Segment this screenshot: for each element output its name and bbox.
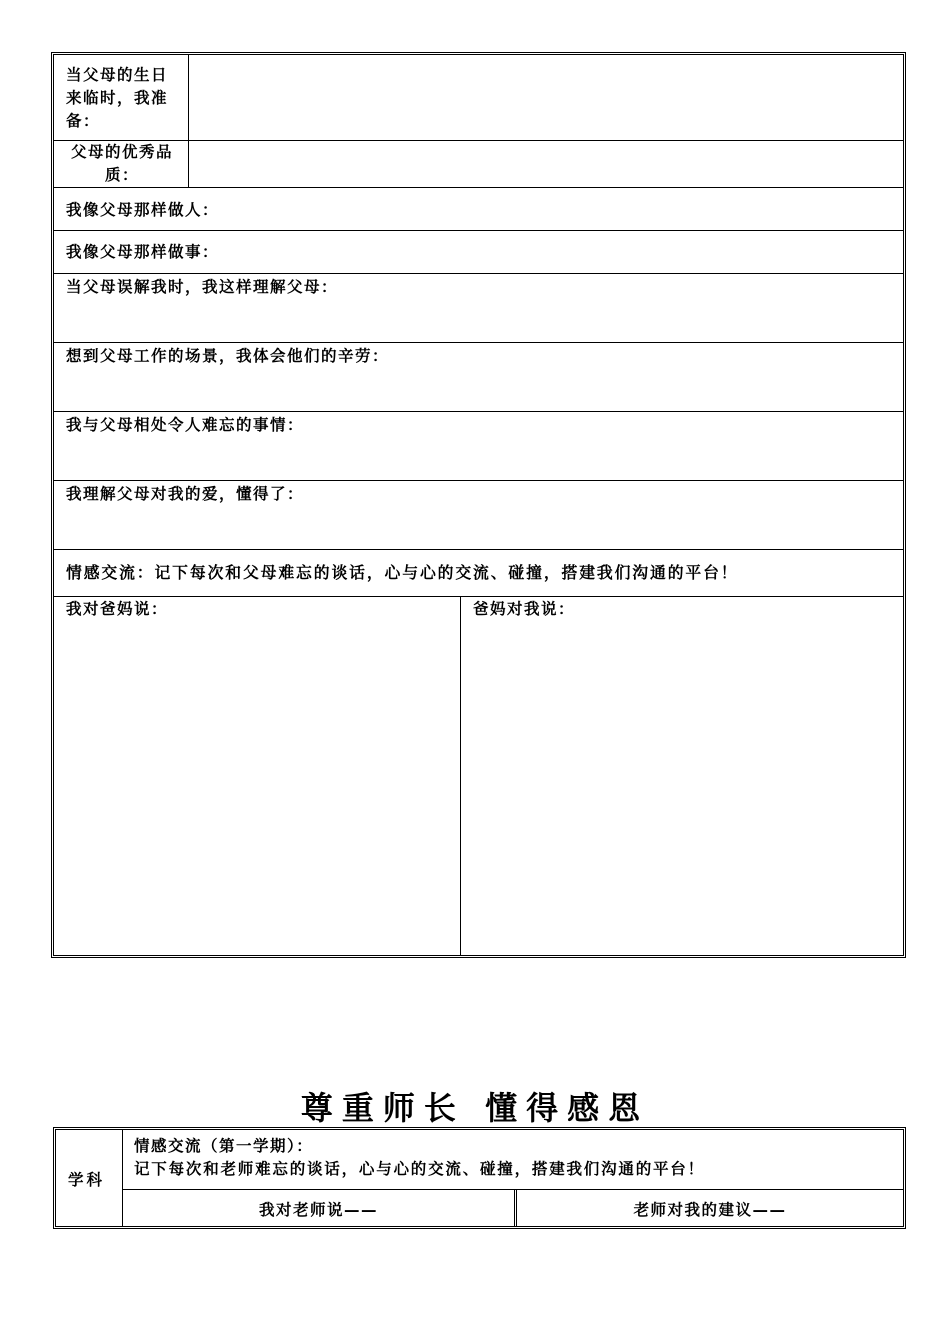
exchange-text: 记下每次和老师难忘的谈话，心与心的交流、碰撞，搭建我们沟通的平台！ (134, 1160, 705, 1178)
exchange-title: 情感交流（第一学期）： (134, 1137, 314, 1155)
parents-to-me-cell[interactable] (461, 597, 903, 955)
misunderstand-label: 当父母误解我时，我这样理解父母： (66, 278, 339, 296)
me-to-teacher-label: 我对老师说—— (258, 1201, 378, 1219)
subject-label: 学科 (68, 1171, 106, 1189)
exchange-cell (123, 1130, 903, 1190)
memorable-row[interactable] (54, 412, 903, 481)
do-things-row[interactable] (54, 231, 903, 274)
me-to-teacher-cell[interactable] (123, 1190, 514, 1226)
do-things-label: 我像父母那样做事： (66, 243, 220, 261)
qualities-answer-cell[interactable] (189, 141, 903, 187)
understand-love-row[interactable] (54, 481, 903, 550)
birthday-label: 当父母的生日来临时，我准备： (66, 66, 169, 130)
work-scene-row[interactable] (54, 343, 903, 412)
birthday-answer-cell[interactable] (189, 55, 903, 140)
teacher-table (53, 1127, 906, 1229)
subject-cell (56, 1130, 123, 1226)
parents-to-me-label: 爸妈对我说： (473, 600, 576, 618)
exchange-row (54, 550, 903, 597)
exchange-label: 情感交流：记下每次和父母难忘的谈话，心与心的交流、碰撞，搭建我们沟通的平台！ (66, 563, 739, 582)
dialogue-row (54, 597, 903, 955)
teacher-advice-cell[interactable] (517, 1190, 903, 1226)
teacher-advice-label: 老师对我的建议—— (633, 1201, 787, 1219)
me-to-parents-label: 我对爸妈说： (66, 600, 169, 618)
be-person-label: 我像父母那样做人： (66, 201, 220, 219)
qualities-label: 父母的优秀品质： (70, 143, 173, 184)
birthday-row (54, 55, 903, 141)
parents-table (51, 52, 906, 958)
work-scene-label: 想到父母工作的场景，我体会他们的辛劳： (66, 347, 390, 365)
understand-love-label: 我理解父母对我的爱，懂得了： (66, 485, 305, 503)
be-person-row[interactable] (54, 188, 903, 231)
qualities-row (54, 141, 903, 188)
memorable-label: 我与父母相处令人难忘的事情： (66, 416, 305, 434)
me-to-parents-cell[interactable] (54, 597, 460, 955)
section-title: 尊重师长 懂得感恩 (300, 1089, 650, 1127)
misunderstand-row[interactable] (54, 274, 903, 343)
